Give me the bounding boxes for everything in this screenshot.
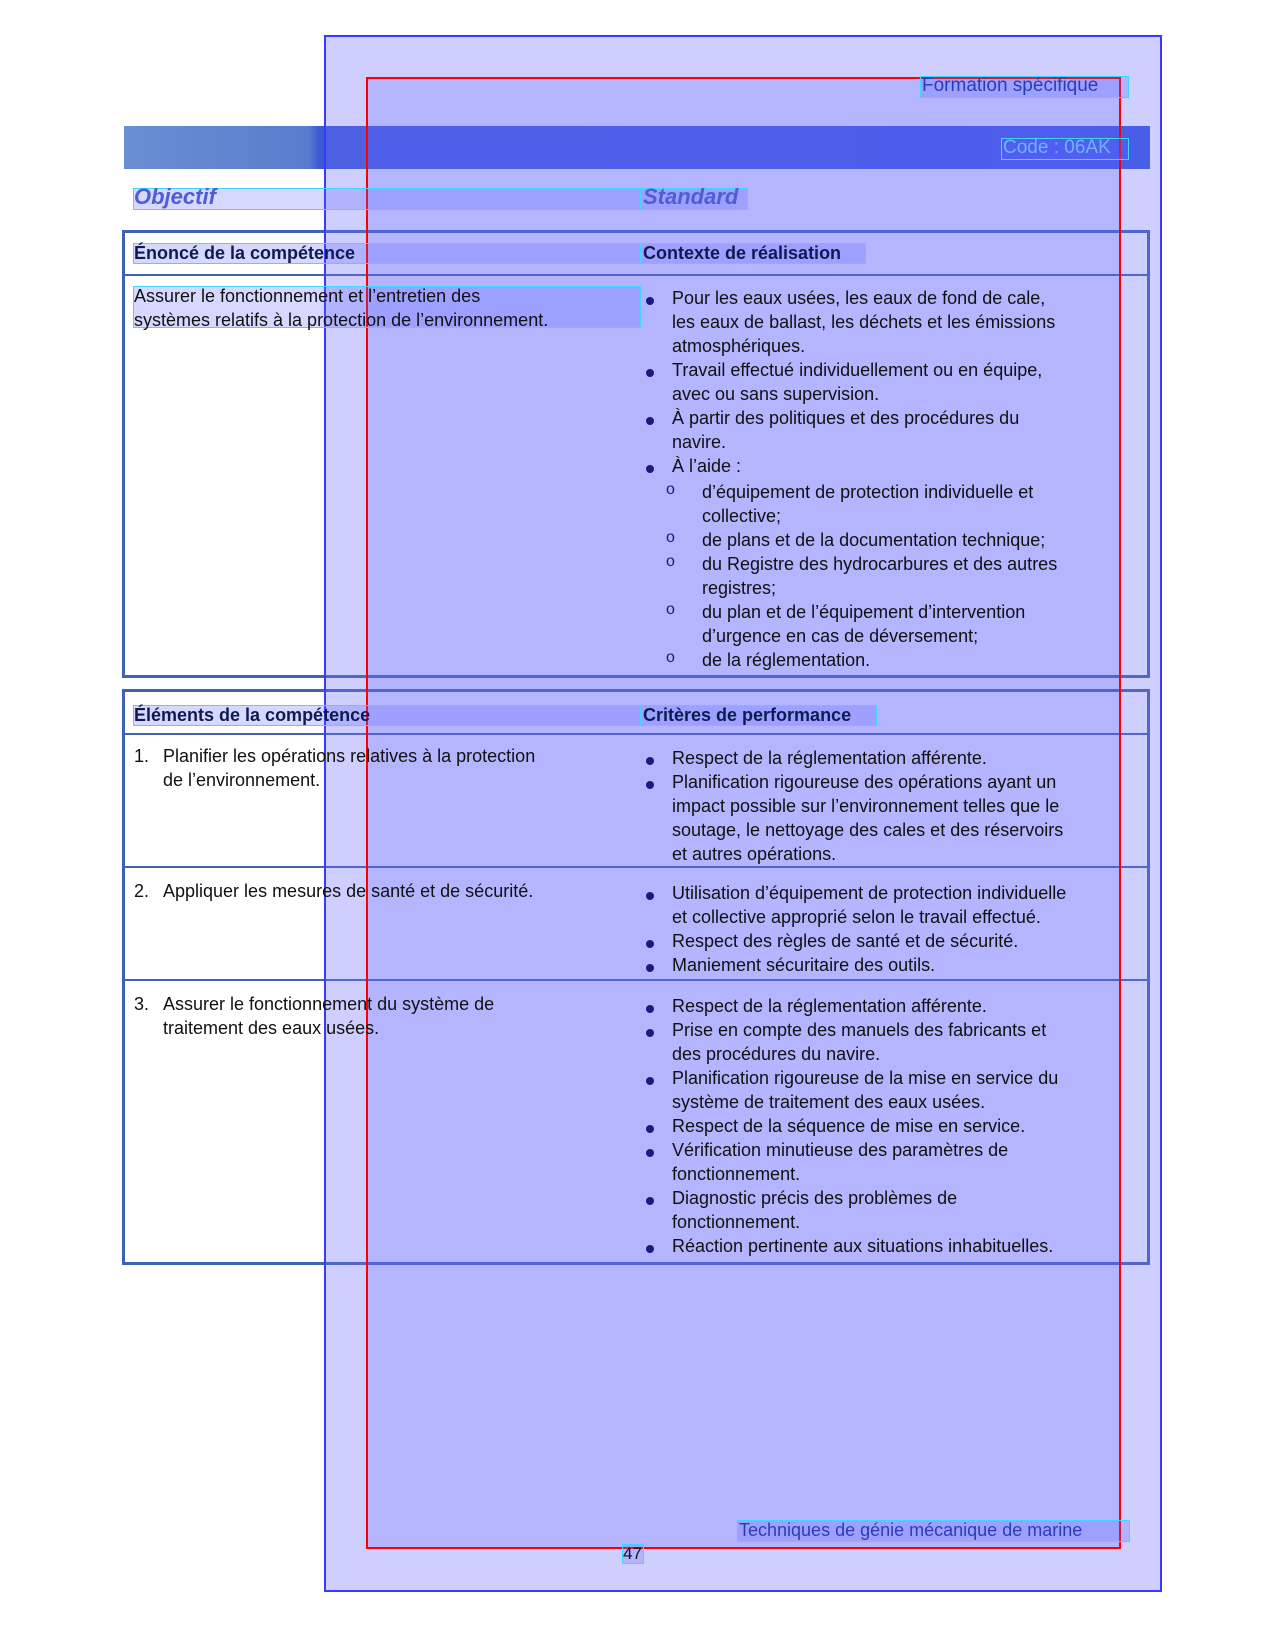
sub-bullet-icon: o (666, 553, 675, 570)
criteria-line: Respect de la réglementation afférente. (672, 748, 987, 768)
formation-label: Formation spécifique (922, 75, 1099, 96)
aide-line: de plans et de la documentation technique; (702, 530, 1046, 550)
element-line: traitement des eaux usées. (163, 1018, 380, 1038)
bullet-icon (646, 757, 654, 765)
bullet-icon (646, 417, 654, 425)
bullet-icon (646, 297, 654, 305)
standard-title: Standard (643, 184, 739, 209)
bullet-icon (646, 369, 654, 377)
aide-line: de la réglementation. (702, 650, 871, 670)
sub-bullet-icon: o (666, 649, 675, 666)
bullet-icon (646, 1245, 654, 1253)
sub-bullet-icon: o (666, 601, 675, 618)
bullet-icon (646, 1197, 654, 1205)
criteria-line: des procédures du navire. (672, 1044, 881, 1064)
criteria-line: système de traitement des eaux usées. (672, 1092, 986, 1112)
sub-bullet-icon: o (666, 529, 675, 546)
element-number: 3. (134, 994, 150, 1014)
criteria-line: Prise en compte des manuels des fabricants et (672, 1020, 1047, 1040)
context-line: les eaux de ballast, les déchets et les émissions (672, 312, 1056, 332)
elements-heading: Éléments de la compétence (134, 705, 371, 725)
bullet-icon (646, 1029, 654, 1037)
context-line: À l’aide : (672, 456, 742, 476)
criteria-line: et collective approprié selon le travail effectué. (672, 907, 1041, 927)
bullet-icon (646, 940, 654, 948)
context-line: Travail effectué individuellement ou en équipe, (672, 360, 1043, 380)
contexte-heading: Contexte de réalisation (643, 243, 842, 263)
context-line: À partir des politiques et des procédures du (672, 408, 1020, 428)
enonce-text-line: systèmes relatifs à la protection de l’environnement. (134, 310, 549, 330)
context-line: atmosphériques. (672, 336, 806, 356)
bullet-icon (646, 1077, 654, 1085)
page-number: 47 (623, 1544, 642, 1563)
criteria-line: Réaction pertinente aux situations inhabituelles. (672, 1236, 1054, 1256)
element-number: 2. (134, 881, 150, 901)
aide-line: registres; (702, 578, 777, 598)
element-line: de l’environnement. (163, 770, 321, 790)
criteria-line: Planification rigoureuse de la mise en service du (672, 1068, 1059, 1088)
element-number: 1. (134, 746, 150, 766)
criteria-line: Respect des règles de santé et de sécurité. (672, 931, 1019, 951)
objectif-title: Objectif (134, 184, 216, 209)
element-line: Assurer le fonctionnement du système de (163, 994, 495, 1014)
aide-line: collective; (702, 506, 782, 526)
element-line: Planifier les opérations relatives à la protection (163, 746, 536, 766)
criteria-line: Respect de la réglementation afférente. (672, 996, 987, 1016)
criteria-line: impact possible sur l’environnement telles que le (672, 796, 1060, 816)
element-line: Appliquer les mesures de santé et de sécurité. (163, 881, 534, 901)
aide-line: du plan et de l’équipement d’intervention (702, 602, 1026, 622)
aide-line: d’équipement de protection individuelle et (702, 482, 1034, 502)
criteria-line: soutage, le nettoyage des cales et des réservoirs (672, 820, 1064, 840)
criteria-line: Planification rigoureuse des opérations ayant un (672, 772, 1057, 792)
criteria-line: Utilisation d’équipement de protection individuelle (672, 883, 1067, 903)
bullet-icon (646, 964, 654, 972)
criteria-line: Maniement sécuritaire des outils. (672, 955, 936, 975)
sub-bullet-icon: o (666, 481, 675, 498)
aide-line: du Registre des hydrocarbures et des autres (702, 554, 1058, 574)
bullet-icon (646, 465, 654, 473)
criteria-line: Diagnostic précis des problèmes de (672, 1188, 958, 1208)
bullet-icon (646, 1005, 654, 1013)
footer-program: Techniques de génie mécanique de marine (739, 1520, 1083, 1540)
enonce-text-line: Assurer le fonctionnement et l’entretien des (134, 286, 481, 306)
bullet-icon (646, 1149, 654, 1157)
bullet-icon (646, 892, 654, 900)
context-line: navire. (672, 432, 727, 452)
bullet-icon (646, 1125, 654, 1133)
criteria-line: et autres opérations. (672, 844, 837, 864)
context-line: Pour les eaux usées, les eaux de fond de cale, (672, 288, 1046, 308)
bullet-icon (646, 781, 654, 789)
code-label: Code : 06AK (1003, 137, 1111, 158)
criteria-line: fonctionnement. (672, 1164, 801, 1184)
criteres-heading: Critères de performance (643, 705, 852, 725)
context-line: avec ou sans supervision. (672, 384, 880, 404)
enonce-heading: Énoncé de la compétence (134, 243, 356, 263)
criteria-line: fonctionnement. (672, 1212, 801, 1232)
criteria-line: Vérification minutieuse des paramètres de (672, 1140, 1009, 1160)
criteria-line: Respect de la séquence de mise en service. (672, 1116, 1026, 1136)
aide-line: d’urgence en cas de déversement; (702, 626, 979, 646)
